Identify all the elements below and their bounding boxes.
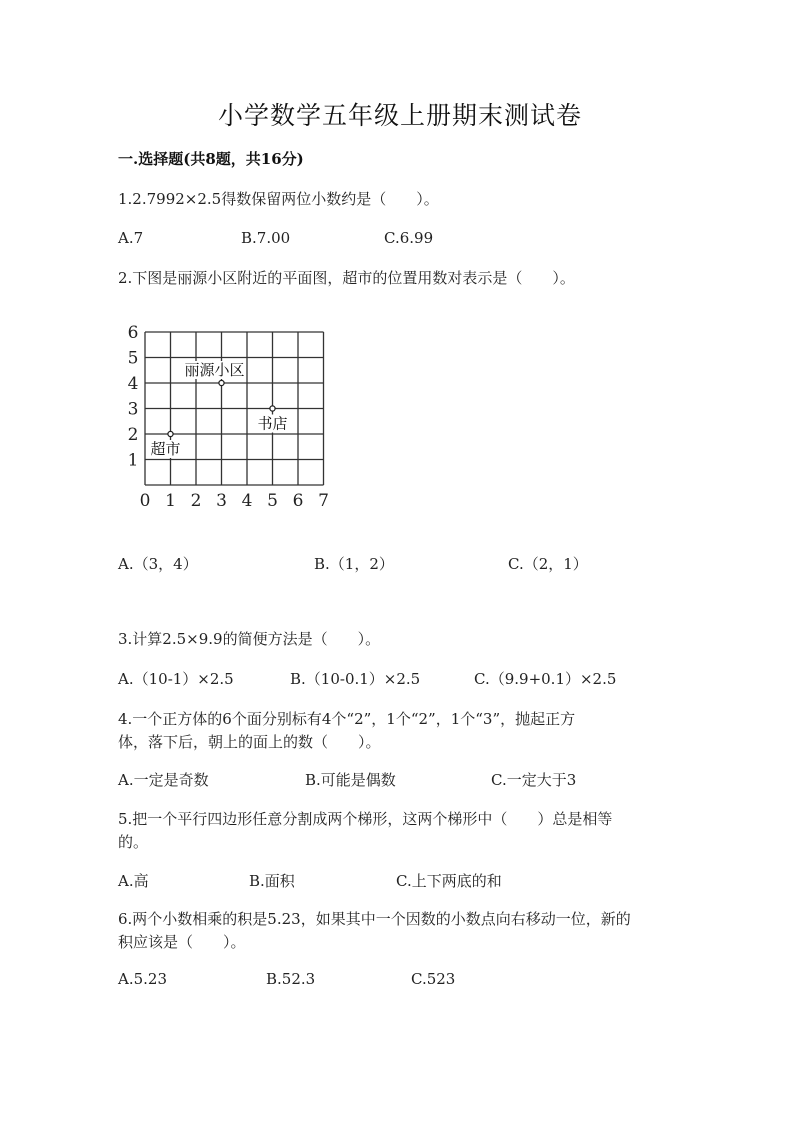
- q3-option-b: B.（10-0.1）×2.5: [290, 670, 421, 688]
- x-axis-tick-label: 7: [318, 491, 329, 507]
- y-axis-tick-label: 3: [127, 399, 139, 420]
- q1-option-b: B.7.00: [241, 229, 291, 247]
- section-heading: 一.选择题(共8题，共16分): [118, 150, 304, 168]
- y-axis-tick-label: 2: [127, 425, 139, 445]
- question-6-line-1: 6.两个小数相乘的积是5.23，如果其中一个因数的小数点向右移动一位，新的: [118, 910, 631, 928]
- place-label: 超市: [150, 440, 181, 458]
- q3-option-a: A.（10-1）×2.5: [118, 670, 234, 688]
- q4-option-b: B.可能是偶数: [305, 771, 396, 789]
- question-4-line-2: 体，落下后，朝上的面上的数（ ）。: [118, 733, 381, 751]
- x-axis-tick-label: 6: [292, 491, 304, 507]
- x-axis-tick-label: 1: [165, 491, 176, 507]
- x-axis-labels: [140, 491, 329, 507]
- q1-option-a: A.7: [118, 229, 144, 247]
- q3-option-c: C.（9.9+0.1）×2.5: [474, 670, 617, 688]
- q6-option-c: C.523: [411, 970, 456, 988]
- q2-option-a: A.（3，4）: [118, 555, 198, 573]
- question-5-line-1: 5.把一个平行四边形任意分割成两个梯形，这两个梯形中（ ）总是相等: [118, 810, 613, 828]
- place-point: [168, 431, 173, 436]
- y-axis-tick-label: 4: [127, 374, 139, 394]
- neighborhood-grid-map: [125, 322, 340, 507]
- x-axis-tick-label: 2: [190, 491, 202, 507]
- q6-option-a: A.5.23: [118, 970, 167, 988]
- question-3: 3.计算2.5×9.9的简便方法是（ ）。: [118, 630, 381, 648]
- y-axis-tick-label: 6: [127, 323, 139, 343]
- y-axis-tick-label: 1: [127, 450, 139, 471]
- x-axis-tick-label: 0: [139, 491, 151, 507]
- place-point: [219, 380, 224, 385]
- q5-option-a: A.高: [118, 872, 149, 890]
- map-grid-lines: [145, 332, 324, 485]
- q6-option-b: B.52.3: [266, 970, 316, 988]
- x-axis-tick-label: 4: [241, 491, 253, 507]
- place-point: [270, 406, 275, 411]
- x-axis-tick-label: 3: [216, 491, 227, 507]
- q2-option-c: C.（2，1）: [508, 555, 588, 573]
- question-4-line-1: 4.一个正方体的6个面分别标有4个“2”，1个“2”，1个“3”，抛起正方: [118, 710, 576, 728]
- question-5-line-2: 的。: [118, 833, 149, 851]
- q1-option-c: C.6.99: [384, 229, 434, 247]
- question-2: 2.下图是丽源小区附近的平面图，超市的位置用数对表示是（ ）。: [118, 269, 575, 287]
- q5-option-c: C.上下两底的和: [396, 872, 502, 890]
- place-label: 丽源小区: [184, 361, 245, 379]
- y-axis-tick-label: 5: [127, 348, 139, 369]
- place-label: 书店: [257, 414, 288, 433]
- q4-option-c: C.一定大于3: [491, 771, 577, 789]
- q2-option-b: B.（1，2）: [314, 555, 394, 573]
- x-axis-tick-label: 5: [267, 491, 278, 507]
- page-title: 小学数学五年级上册期末测试卷: [217, 101, 582, 130]
- question-1: 1.2.7992×2.5得数保留两位小数约是（ ）。: [118, 190, 439, 208]
- q5-option-b: B.面积: [249, 872, 295, 890]
- y-axis-labels: [128, 323, 139, 471]
- question-6-line-2: 积应该是（ ）。: [118, 933, 246, 951]
- q4-option-a: A.一定是奇数: [118, 771, 209, 789]
